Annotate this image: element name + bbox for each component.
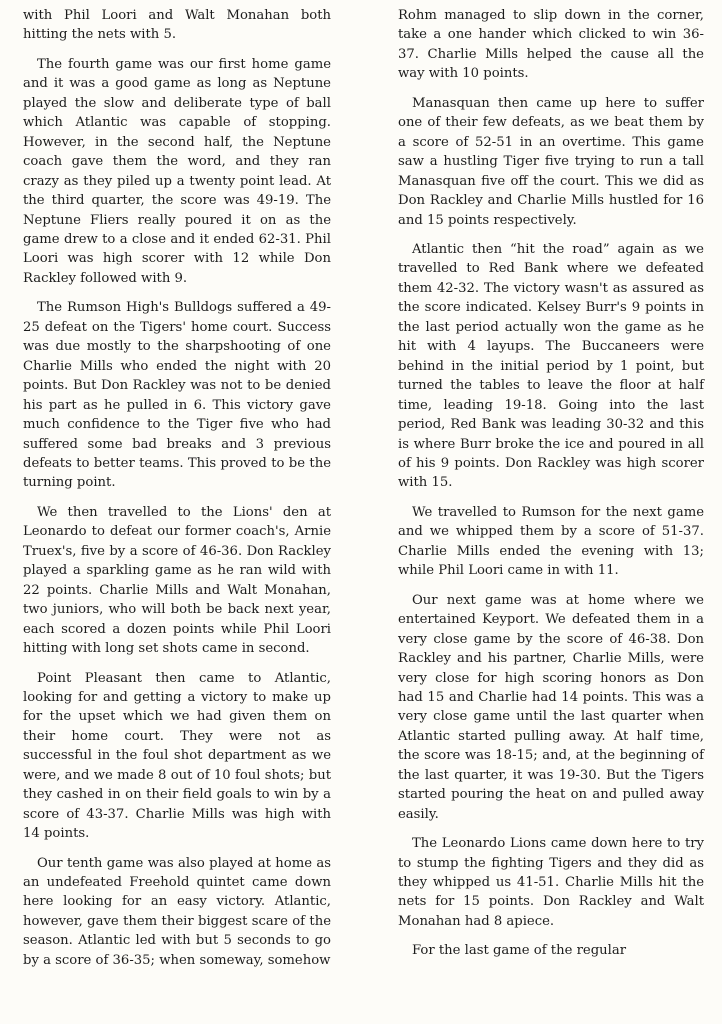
paragraph: with Phil Loori and Walt Monahan both hitting the nets with 5. <box>23 8 331 43</box>
right-column <box>398 6 704 971</box>
paragraph: The fourth game was our first home game and it was a good game as long as Neptune played the slow and deliberate type of ball which Atlantic was capable of stopping. However, in the second half, the Neptune coach gave them the word, and they ran crazy as they piled up a twenty point lead. At the third quarter, the score was 49-19. The Neptune Fliers really poured it on as the game drew to a close and it ended 62-31. Phil Loori was high scorer with 12 while Don Rackley followed with 9. <box>23 56 331 286</box>
column-gutter <box>362 0 363 1024</box>
paragraph: Point Pleasant then came to Atlantic, looking for and getting a victory to make up for the upset which we had given them on their home court. They were not as successful in the foul shot department as we were, and we made 8 out of 10 foul shots; but they cashed in on their field goals to win by a score of 43-37. Charlie Mills was high with 14 points. <box>23 670 331 842</box>
paragraph: Our tenth game was also played at home as an undefeated Freehold quintet came down here looking for an easy victory. Atlantic, however, gave them their biggest scare of the season. Atlantic led with but 5 seconds to go by a score of 36-35; when someway, somehow <box>23 855 331 968</box>
paragraph: Rohm managed to slip down in the corner, take a one hander which clicked to win 36-37. Charlie Mills helped the cause all the way with 10 points. <box>398 8 704 82</box>
paragraph: We then travelled to the Lions' den at Leonardo to defeat our former coach's, Arnie Truex's, five by a score of 46-36. Don Rackley played a sparkling game as he ran wild with 22 points. Charlie Mills and Walt Monahan, two juniors, who will both be back next year, each scored a dozen points while Phil Loori hitting with long set shots came in second. <box>23 504 331 657</box>
left-column <box>23 6 331 980</box>
paragraph: The Rumson High's Bulldogs suffered a 49-25 defeat on the Tigers' home court. Success was due mostly to the sharpshooting of one Charlie Mills who ended the night with 20 points. But Don Rackley was not to be denied his part as he pulled in 6. This victory gave much confidence to the Tiger five who had suffered some bad breaks and 3 previous defeats to better teams. This proved to be the turning point. <box>23 300 331 491</box>
paragraph: The Leonardo Lions came down here to try to stump the fighting Tigers and they did as they whipped us 41-51. Charlie Mills hit the nets for 15 points. Don Rackley and Walt Monahan had 8 apiece. <box>398 836 704 929</box>
paragraph: Manasquan then came up here to suffer one of their few defeats, as we beat them by a score of 52-51 in an overtime. This game saw a hustling Tiger five trying to run a tall Manasquan five off the court. This we did as Don Rackley and Charlie Mills hustled for 16 and 15 points respectively. <box>398 95 704 228</box>
paragraph: Our next game was at home where we entertained Keyport. We defeated them in a very close game by the score of 46-38. Don Rackley and his partner, Charlie Mills, were very close for high scoring honors as Don had 15 and Charlie had 14 points. This was a very close game until the last quarter when Atlantic started pulling away. At half time, the score was 18-15; and, at the beginning of the last quarter, it was 19-30. But the Tigers started pouring the heat on and pulled away easily. <box>398 592 704 822</box>
paragraph: For the last game of the regular <box>412 943 627 959</box>
paragraph: We travelled to Rumson for the next game and we whipped them by a score of 51-37. Charlie Mills ended the evening with 13; while Phil Loori came in with 11. <box>398 504 704 579</box>
paragraph: Atlantic then “hit the road” again as we travelled to Red Bank where we defeated them 42-32. The victory wasn't as assured as the score indicated. Kelsey Burr's 9 points in the last period actually won the game as he hit with 4 layups. The Buccaneers were behind in the initial period by 1 point, but turned the tables to leave the floor at half time, leading 19-18. Going into the last period, Red Bank was leading 30-32 and this is where Burr broke the ice and poured in all of his 9 points. Don Rackley was high scorer with 15. <box>398 241 704 491</box>
